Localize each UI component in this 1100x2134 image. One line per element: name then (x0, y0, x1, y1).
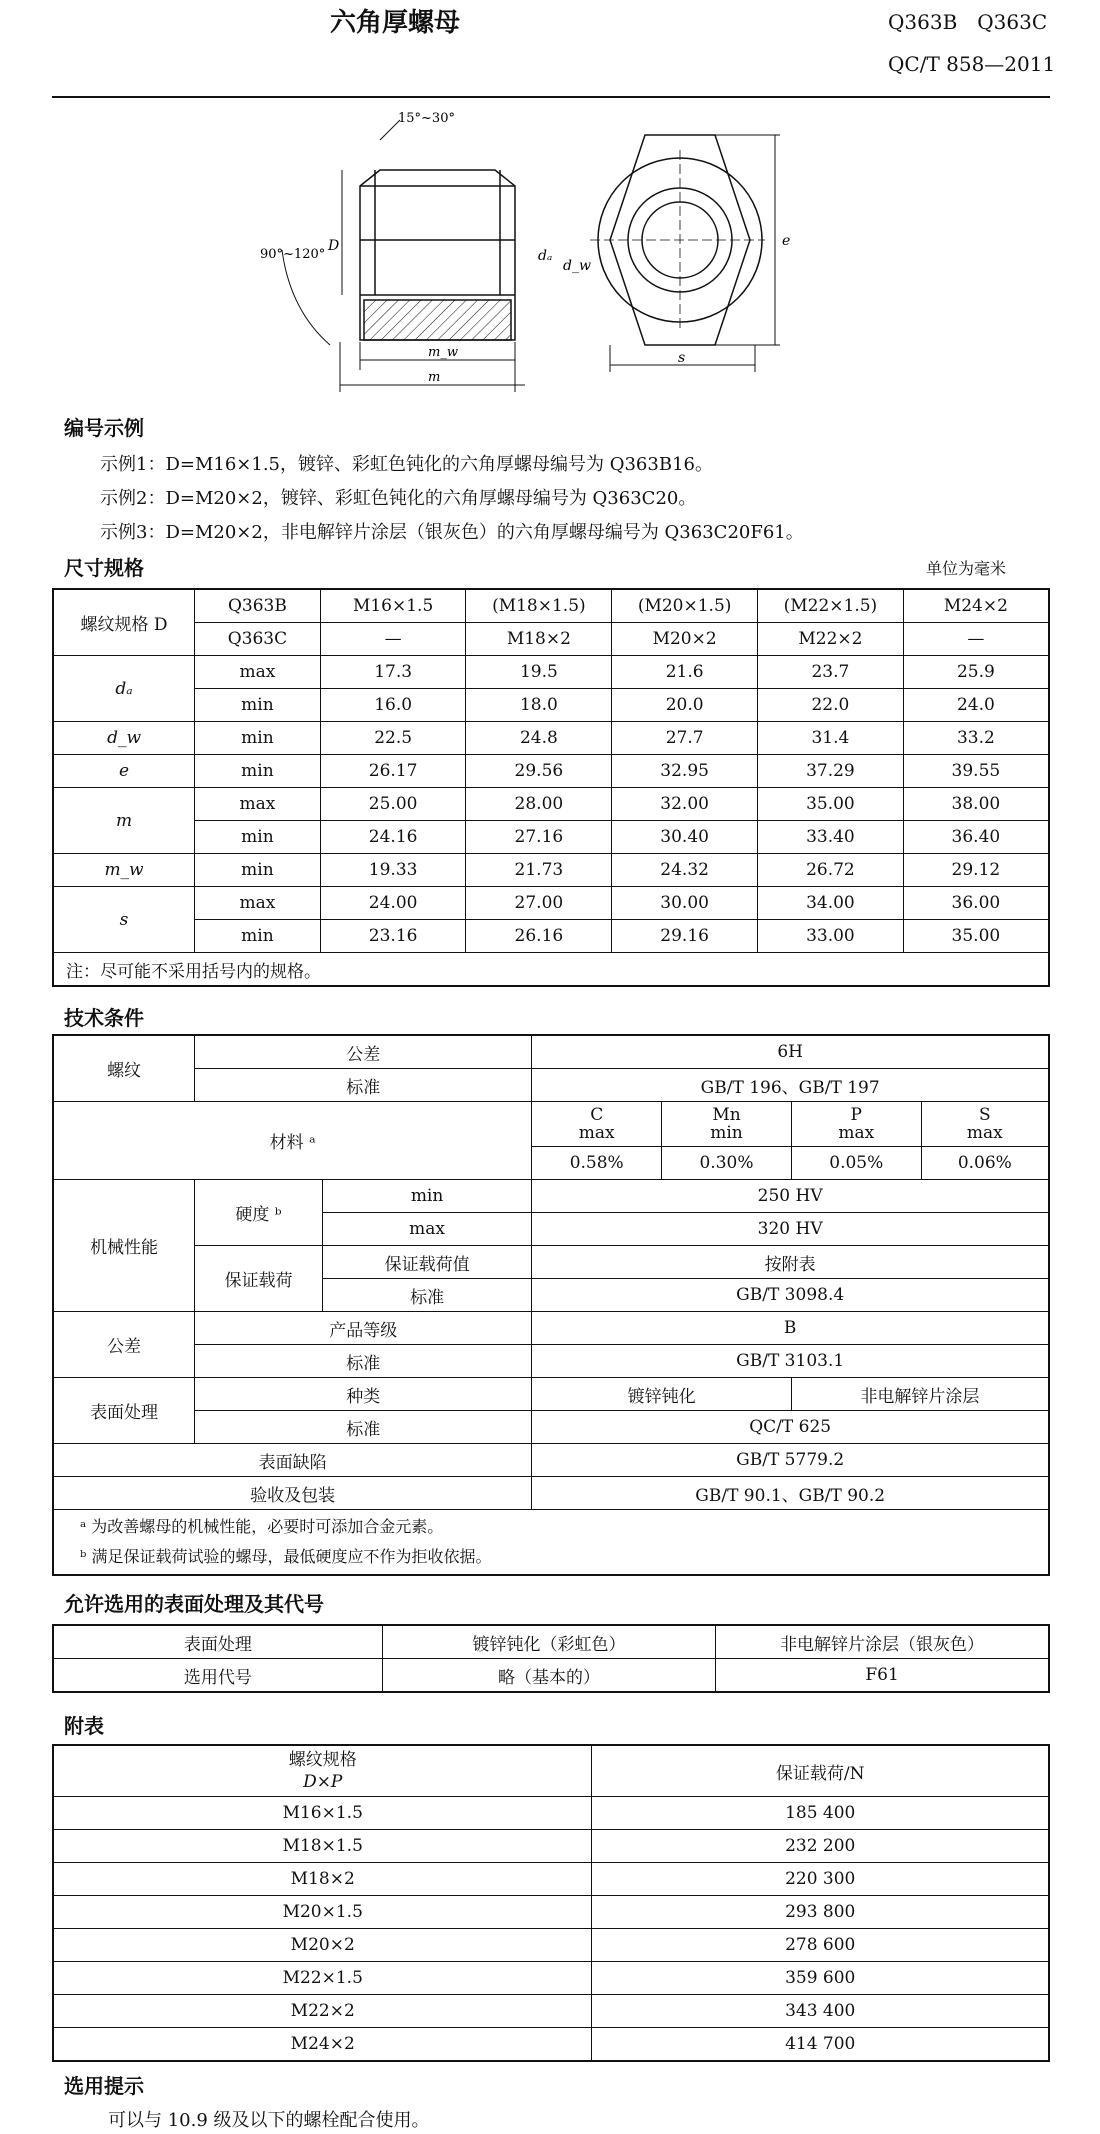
thread-spec-cell: M18×1.5 (53, 1830, 592, 1863)
dim-m-label: m (428, 370, 441, 385)
value-cell: 21.73 (466, 854, 612, 887)
grade-label: 产品等级 (195, 1312, 532, 1345)
value-cell: 21.6 (612, 656, 758, 689)
value-cell: 35.00 (903, 920, 1049, 953)
value-cell: 24.0 (903, 689, 1049, 722)
tol-standard: GB/T 3103.1 (532, 1345, 1049, 1378)
spec-cell: M22×2 (758, 623, 904, 656)
material-label: 材料 ᵃ (53, 1102, 532, 1180)
kind-zinc: 镀锌钝化 (532, 1378, 792, 1411)
note-b: ᵇ 满足保证载荷试验的螺母，最低硬度应不作为拒收依据。 (80, 1547, 492, 1566)
grade-b: Q363B (195, 589, 321, 623)
param-cell: dₐ (53, 656, 195, 722)
hardness-max-value: 320 HV (532, 1213, 1049, 1246)
spec-cell: (M20×1.5) (612, 589, 758, 623)
param-cell: m_w (53, 854, 195, 887)
standard-label: 标准 (322, 1279, 532, 1312)
value-cell: 22.0 (758, 689, 904, 722)
limit-cell: min (195, 755, 321, 788)
proof-load-cell: 293 800 (592, 1896, 1049, 1929)
value-cell: 19.5 (466, 656, 612, 689)
value-cell: 36.40 (903, 821, 1049, 854)
param-cell: e (53, 755, 195, 788)
hardness-label: 硬度 ᵇ (195, 1180, 323, 1246)
value-cell: 29.12 (903, 854, 1049, 887)
surface-cell: 表面处理 (53, 1625, 382, 1659)
param-cell: d_w (53, 722, 195, 755)
value-cell: 35.00 (758, 788, 904, 821)
element-p: P (850, 1105, 862, 1125)
dimensions-heading: 尺寸规格 (64, 556, 144, 580)
dim-dw-label: d_w (563, 258, 591, 274)
proof-value: 按附表 (532, 1246, 1049, 1279)
value-cell: 16.0 (320, 689, 466, 722)
limit-cell: min (195, 722, 321, 755)
defect-standard: GB/T 5779.2 (532, 1444, 1049, 1477)
value-cell: 38.00 (903, 788, 1049, 821)
proof-load-cell: 278 600 (592, 1929, 1049, 1962)
grade-value: B (532, 1312, 1049, 1345)
element-s: S (979, 1105, 991, 1125)
proof-value-label: 保证载荷值 (322, 1246, 532, 1279)
proof-label: 保证载荷 (195, 1246, 323, 1312)
appendix-heading: 附表 (64, 1714, 104, 1738)
unit-label: 单位为毫米 (926, 559, 1007, 578)
spec-cell: M16×1.5 (320, 589, 466, 623)
surface-options-heading: 允许选用的表面处理及其代号 (64, 1592, 324, 1616)
value-cell: 24.8 (466, 722, 612, 755)
limit-cell: max (195, 887, 321, 920)
thread-spec-cell: M20×2 (53, 1929, 592, 1962)
limit-cell: max (195, 788, 321, 821)
value-cell: 37.29 (758, 755, 904, 788)
appendix-table (52, 1744, 1050, 2062)
value-cell: 26.72 (758, 854, 904, 887)
spec-cell: M24×2 (903, 589, 1049, 623)
limit-cell: min (195, 689, 321, 722)
value-cell: 19.33 (320, 854, 466, 887)
spec-cell: (M22×1.5) (758, 589, 904, 623)
spec-cell: — (903, 623, 1049, 656)
value-cell: 22.5 (320, 722, 466, 755)
percent-c: 0.58% (532, 1147, 662, 1180)
value-cell: 32.95 (612, 755, 758, 788)
nut-drawing (260, 110, 820, 400)
grade-c: Q363C (195, 623, 321, 656)
example-3: 示例3：D=M20×2，非电解锌片涂层（银灰色）的六角厚螺母编号为 Q363C20F61。 (100, 522, 804, 543)
surface-cell: 略（基本的） (382, 1659, 715, 1693)
angle-top-label: 15°~30° (398, 111, 455, 126)
example-2: 示例2：D=M20×2，镀锌、彩虹色钝化的六角厚螺母编号为 Q363C20。 (100, 488, 697, 509)
tech-table (52, 1034, 1050, 1576)
param-cell: s (53, 887, 195, 953)
hardness-min-value: 250 HV (532, 1180, 1049, 1213)
value-cell: 23.16 (320, 920, 466, 953)
surface-cell: 选用代号 (53, 1659, 382, 1693)
element-mn: Mn (712, 1105, 741, 1125)
value-cell: 29.16 (612, 920, 758, 953)
tolerance-value: 6H (532, 1035, 1049, 1069)
surface-cell: 镀锌钝化（彩虹色） (382, 1625, 715, 1659)
value-cell: 24.16 (320, 821, 466, 854)
element-c: C (590, 1105, 604, 1125)
tol-label: 公差 (53, 1312, 195, 1378)
product-codes: Q363B Q363C (888, 10, 1048, 34)
value-cell: 30.00 (612, 887, 758, 920)
angle-side-label: 90°~120° (260, 247, 326, 262)
limit-cell: min (195, 821, 321, 854)
usage-heading: 选用提示 (64, 2074, 144, 2098)
standard-number: QC/T 858—2011 (888, 52, 1056, 76)
appendix-col1-sub: D×P (303, 1772, 343, 1792)
appendix-col1-title: 螺纹规格 (288, 1750, 357, 1770)
limit: min (710, 1123, 743, 1143)
dimensions-table (52, 588, 1050, 987)
dim-mw-label: m_w (428, 345, 458, 360)
value-cell: 17.3 (320, 656, 466, 689)
value-cell: 25.00 (320, 788, 466, 821)
standard-label: 标准 (195, 1345, 532, 1378)
limit-cell: max (195, 656, 321, 689)
proof-load-cell: 414 700 (592, 2028, 1049, 2062)
limit: max (838, 1123, 875, 1143)
thread-spec-cell: M22×2 (53, 1995, 592, 2028)
thread-spec-cell: M16×1.5 (53, 1797, 592, 1830)
value-cell: 31.4 (758, 722, 904, 755)
value-cell: 27.7 (612, 722, 758, 755)
limit-cell: min (195, 854, 321, 887)
value-cell: 27.00 (466, 887, 612, 920)
surface-cell: 非电解锌片涂层（银灰色） (716, 1625, 1049, 1659)
value-cell: 33.00 (758, 920, 904, 953)
spec-label: 螺纹规格 D (53, 589, 195, 656)
value-cell: 34.00 (758, 887, 904, 920)
mech-label: 机械性能 (53, 1180, 195, 1312)
examples-heading: 编号示例 (64, 416, 144, 440)
limit: max (578, 1123, 615, 1143)
appendix-col2-title: 保证载荷/N (592, 1745, 1049, 1797)
surface-options-table (52, 1624, 1050, 1693)
thread-standard: GB/T 196、GB/T 197 (532, 1069, 1049, 1102)
thread-spec-cell: M24×2 (53, 2028, 592, 2062)
accept-label: 验收及包装 (53, 1477, 532, 1510)
value-cell: 24.00 (320, 887, 466, 920)
surface-label: 表面处理 (53, 1378, 195, 1444)
tech-heading: 技术条件 (64, 1006, 144, 1030)
value-cell: 30.40 (612, 821, 758, 854)
value-cell: 24.32 (612, 854, 758, 887)
header-rule (52, 96, 1050, 98)
dim-D-label: D (328, 238, 340, 254)
param-cell: m (53, 788, 195, 854)
value-cell: 18.0 (466, 689, 612, 722)
standard-label: 标准 (195, 1411, 532, 1444)
limit-cell: min (195, 920, 321, 953)
note-a: ᵃ 为改善螺母的机械性能，必要时可添加合金元素。 (80, 1517, 444, 1536)
page-title: 六角厚螺母 (330, 8, 461, 38)
percent-s: 0.06% (921, 1147, 1049, 1180)
standard-label: 标准 (195, 1069, 532, 1102)
value-cell: 32.00 (612, 788, 758, 821)
hardness-max-label: max (322, 1213, 532, 1246)
dimensions-note: 注：尽可能不采用括号内的规格。 (53, 953, 1049, 987)
proof-load-cell: 232 200 (592, 1830, 1049, 1863)
kind-flake: 非电解锌片涂层 (791, 1378, 1049, 1411)
value-cell: 20.0 (612, 689, 758, 722)
hardness-min-label: min (322, 1180, 532, 1213)
accept-standard: GB/T 90.1、GB/T 90.2 (532, 1477, 1049, 1510)
usage-text: 可以与 10.9 级及以下的螺栓配合使用。 (108, 2110, 430, 2131)
tolerance-label: 公差 (195, 1035, 532, 1069)
proof-standard: GB/T 3098.4 (532, 1279, 1049, 1312)
value-cell: 27.16 (466, 821, 612, 854)
thread-spec-cell: M18×2 (53, 1863, 592, 1896)
value-cell: 23.7 (758, 656, 904, 689)
thread-spec-cell: M20×1.5 (53, 1896, 592, 1929)
dim-s-label: s (678, 350, 686, 366)
thread-spec-cell: M22×1.5 (53, 1962, 592, 1995)
dim-da-label: dₐ (538, 248, 553, 264)
percent-mn: 0.30% (662, 1147, 792, 1180)
proof-load-cell: 359 600 (592, 1962, 1049, 1995)
limit: max (966, 1123, 1003, 1143)
spec-cell: (M18×1.5) (466, 589, 612, 623)
value-cell: 39.55 (903, 755, 1049, 788)
dim-e-label: e (782, 233, 791, 249)
value-cell: 29.56 (466, 755, 612, 788)
value-cell: 26.16 (466, 920, 612, 953)
defect-label: 表面缺陷 (53, 1444, 532, 1477)
example-1: 示例1：D=M16×1.5，镀锌、彩虹色钝化的六角厚螺母编号为 Q363B16。 (100, 454, 713, 475)
surface-cell: F61 (716, 1659, 1049, 1693)
spec-cell: M18×2 (466, 623, 612, 656)
surface-standard: QC/T 625 (532, 1411, 1049, 1444)
proof-load-cell: 185 400 (592, 1797, 1049, 1830)
value-cell: 33.2 (903, 722, 1049, 755)
value-cell: 28.00 (466, 788, 612, 821)
value-cell: 25.9 (903, 656, 1049, 689)
spec-cell: — (320, 623, 466, 656)
value-cell: 26.17 (320, 755, 466, 788)
value-cell: 33.40 (758, 821, 904, 854)
kind-label: 种类 (195, 1378, 532, 1411)
percent-p: 0.05% (791, 1147, 921, 1180)
proof-load-cell: 343 400 (592, 1995, 1049, 2028)
proof-load-cell: 220 300 (592, 1863, 1049, 1896)
thread-label: 螺纹 (53, 1035, 195, 1102)
spec-cell: M20×2 (612, 623, 758, 656)
value-cell: 36.00 (903, 887, 1049, 920)
